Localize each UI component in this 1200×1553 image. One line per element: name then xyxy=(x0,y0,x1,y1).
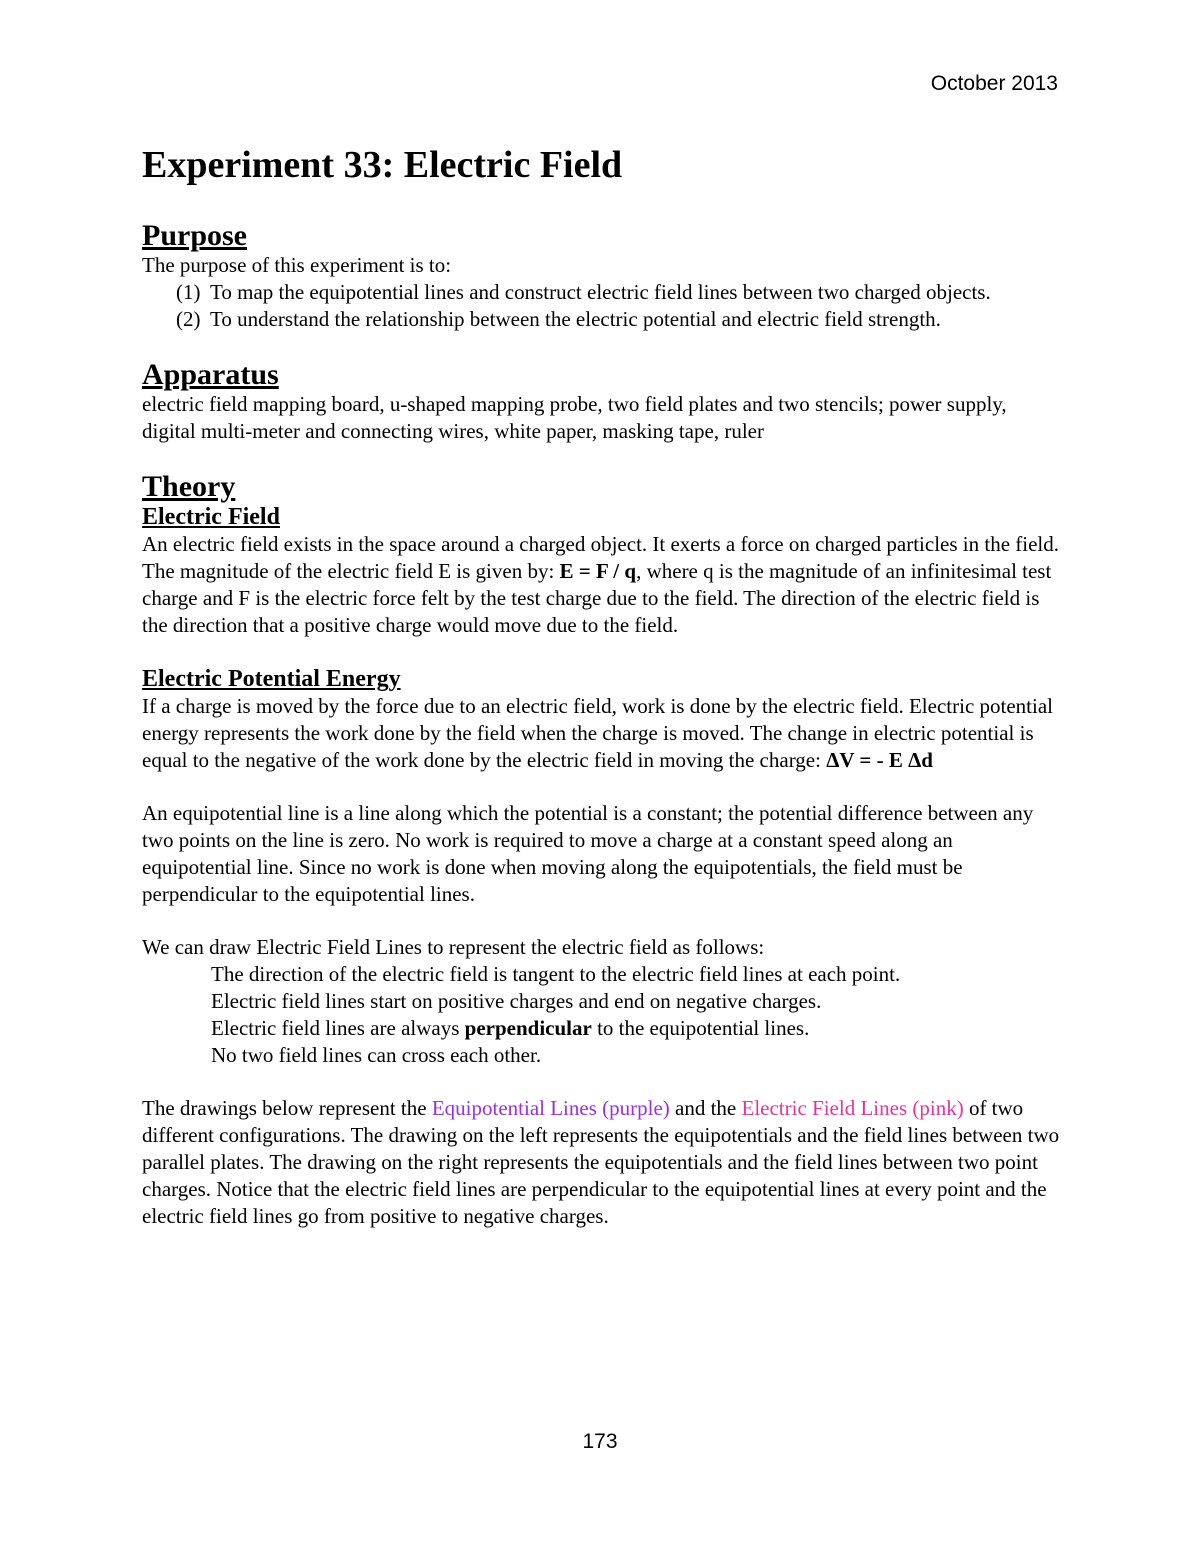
equipotential-paragraph: An equipotential line is a line along which the potential is a constant; the potential difference between any two points on the line is zero. No work is required to move a charge at a constant speed along an equipotential line. Since no work is done when moving along the equipotentials, the field must be perpendicular to the equipotential lines. xyxy=(142,801,1034,906)
drawings-text-3: of two different configurations. The drawing on the left represents the equipotentials and the field lines between two parallel plates. The drawing on the right represents the equipotentials and the field lines between two point charges. Notice that the electric field lines are perpendicular to the equipotential lines at every point and the electric field lines go from positive to negative charges. xyxy=(142,1096,1060,1228)
theory-section xyxy=(142,471,1062,1230)
purpose-list xyxy=(142,279,1062,333)
field-line-rule: Electric field lines start on positive charges and end on negative charges. xyxy=(211,989,822,1013)
apparatus-section xyxy=(142,359,1062,445)
field-line-rule: No two field lines can cross each other. xyxy=(211,1043,542,1067)
electric-field-paragraph xyxy=(142,531,1062,639)
field-line-rule: The direction of the electric field is tangent to the electric field lines at each point. xyxy=(211,962,901,986)
purpose-item xyxy=(176,279,1062,306)
purpose-item xyxy=(176,306,1062,333)
potential-energy-text: If a charge is moved by the force due to an electric field, work is done by the electric field. Electric potential energy represents the work done by the field when the charge is moved. The change in electric potential is equal to the negative of the work done by the electric field in moving the charge: xyxy=(142,694,1053,772)
purpose-intro: The purpose of this experiment is to: xyxy=(142,253,452,277)
field-lines-intro: We can draw Electric Field Lines to represent the electric field as follows: xyxy=(142,935,765,959)
purpose-heading: Purpose xyxy=(142,219,247,252)
apparatus-heading: Apparatus xyxy=(142,358,279,391)
electric-field-lines-label: Electric Field Lines (pink) xyxy=(741,1096,964,1120)
theory-heading: Theory xyxy=(142,470,236,503)
drawings-paragraph xyxy=(142,1095,1062,1230)
purpose-item-text: To map the equipotential lines and construct electric field lines between two charged objects. xyxy=(210,280,991,304)
purpose-item-number: (1) xyxy=(176,280,201,304)
equipotential-lines-label: Equipotential Lines (purple) xyxy=(431,1096,670,1120)
electric-field-formula: E = F / q xyxy=(559,559,637,583)
field-lines-list xyxy=(142,961,1062,1069)
document-body xyxy=(142,140,1062,1230)
apparatus-text: electric field mapping board, u-shaped mapping probe, two field plates and two stencils; power supply, digital multi-meter and connecting wires, white paper, masking tape, ruler xyxy=(142,392,1007,443)
potential-energy-heading: Electric Potential Energy xyxy=(142,666,401,692)
purpose-section xyxy=(142,220,1062,333)
field-line-rule xyxy=(211,1015,1062,1042)
header-date: October 2013 xyxy=(930,72,1058,95)
field-line-rule-text-a: Electric field lines are always xyxy=(211,1016,465,1040)
purpose-item-number: (2) xyxy=(176,307,201,331)
page-number: 173 xyxy=(582,1430,618,1453)
field-line-rule-bold: perpendicular xyxy=(464,1016,592,1040)
drawings-text-1: The drawings below represent the xyxy=(142,1096,432,1120)
potential-energy-paragraph xyxy=(142,693,1062,774)
page-title: Experiment 33: Electric Field xyxy=(142,144,623,186)
electric-field-heading: Electric Field xyxy=(142,504,280,530)
field-line-rule-text-b: to the equipotential lines. xyxy=(591,1016,810,1040)
purpose-item-text: To understand the relationship between the electric potential and electric field strength. xyxy=(210,307,941,331)
potential-energy-formula: ΔV = - E Δd xyxy=(826,748,933,772)
electric-field-text-a: An electric field exists in the space around a charged object. It exerts a force on charged particles in the field. The magnitude of the electric field E is given by: xyxy=(142,532,1060,583)
drawings-text-2: and the xyxy=(669,1096,742,1120)
electric-field-text-b: , where q is the magnitude of an infinitesimal test charge and F is the electric force felt by the test charge due to the field. The direction of the electric field is the direction that a positive charge would move due to the field. xyxy=(142,559,1052,637)
